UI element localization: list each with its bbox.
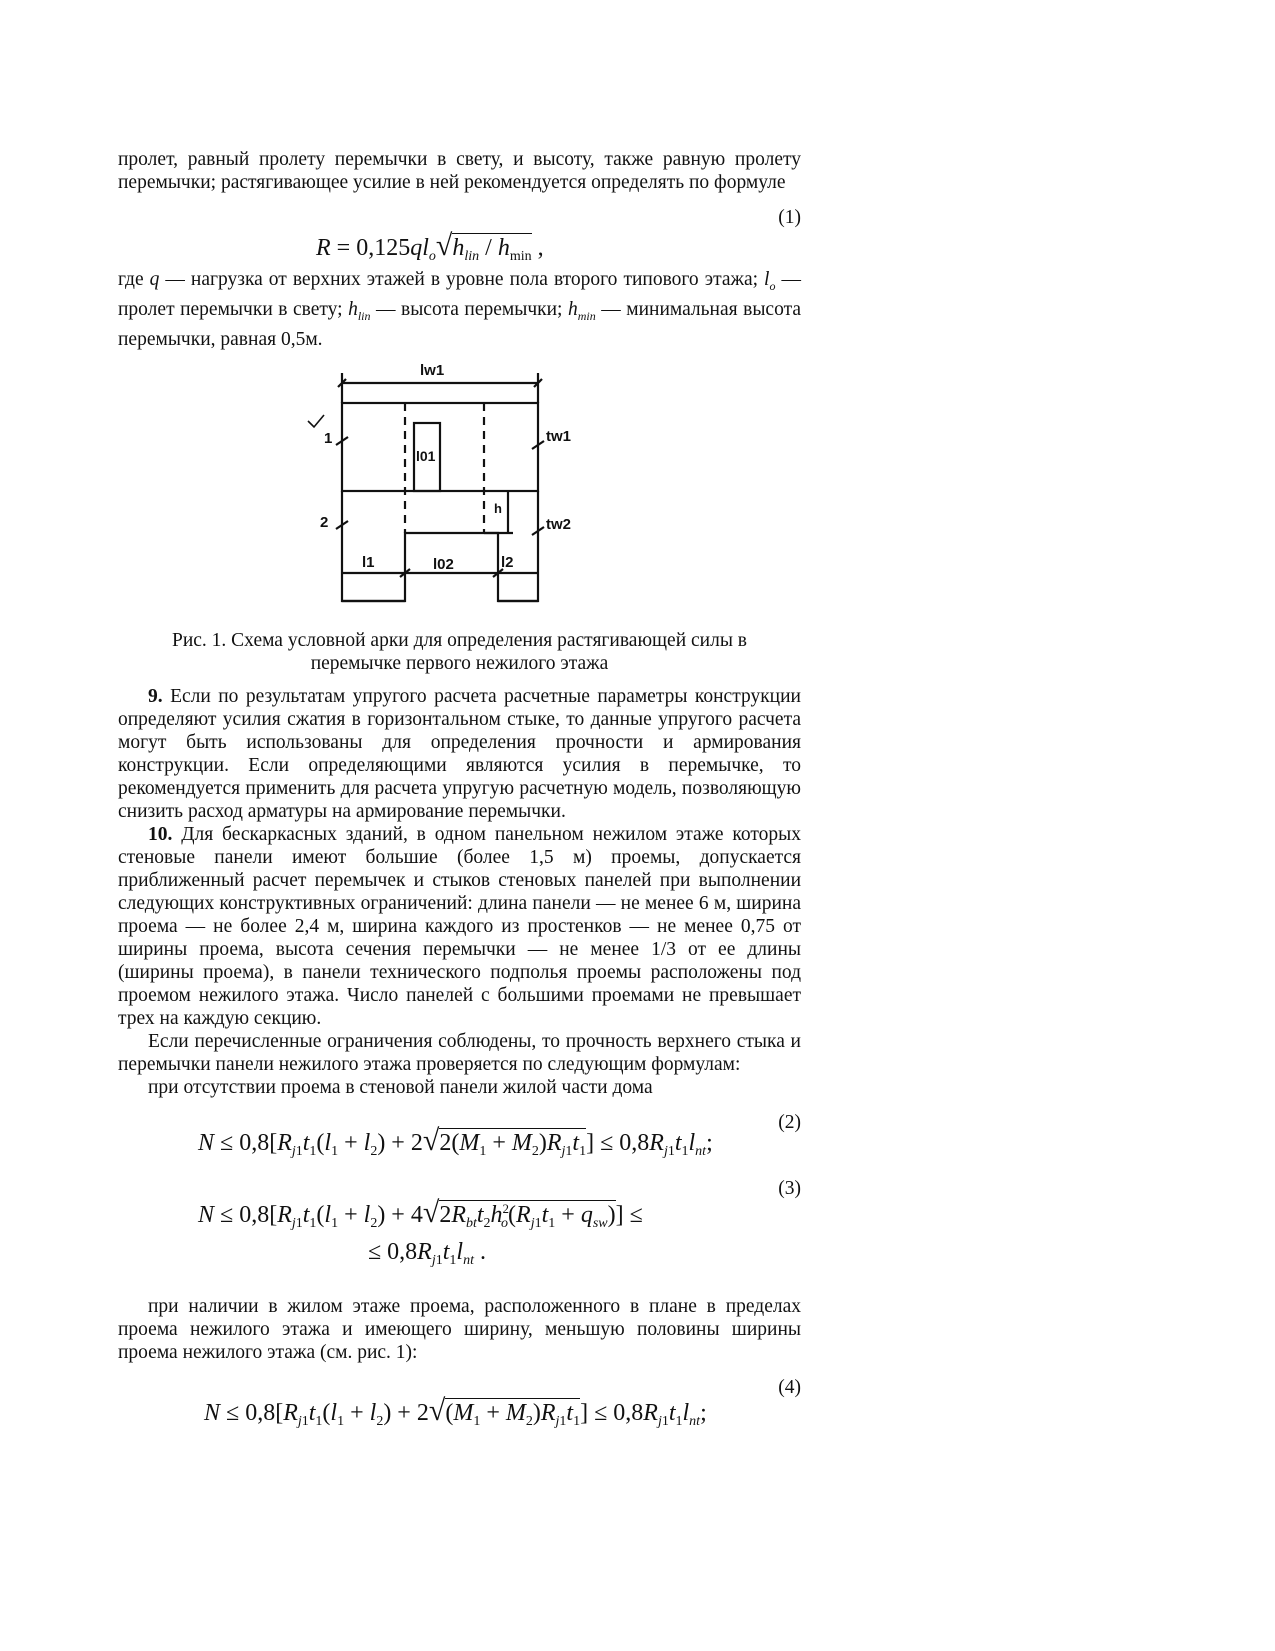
label-l1: l1 <box>362 553 375 571</box>
arch-scheme-diagram <box>118 361 801 611</box>
label-lw1: lw1 <box>420 361 445 379</box>
label-2: 2 <box>320 513 329 531</box>
label-tw2: tw2 <box>546 515 572 533</box>
equation-number: (3) <box>778 1177 801 1199</box>
paragraph-conditions: Если перечисленные ограничения соблюдены, то прочность верхнего стыка и перемычки панели нежилого этажа проверяется по следующим формулам: <box>118 1030 801 1075</box>
paragraph-intro: пролет, равный пролету перемычки в свету, и высоту, также равную пролету перемычки; растягивающее усилие в ней рекомендуется определять по формуле <box>118 149 801 193</box>
equation-2 <box>118 1099 801 1177</box>
label-h: h <box>494 500 502 516</box>
equation-3 <box>118 1177 801 1295</box>
formula-2: $N \le 0,8[R_{j1}t_1(l_1 + l_2) + 2√2(M_1 + M_2)R_{j1}t_1] \le 0,8R_{j1}t_1l_{nt}$; <box>198 1123 713 1159</box>
paragraph-9: 9. Если по результатам упругого расчета расчетные параметры конструкции определяют усилия сжатия в горизонтальном стыке, то данные упругого расчета могут быть использованы для определения прочности и армирования конструкции. Если определяющими являются усилия в перемычке, то рекомендуется применить для расчета упругую расчетную модель, позволяющую снизить расход арматуры на армирование перемычки. <box>118 685 801 822</box>
equation-number: (2) <box>778 1111 801 1133</box>
formula-3-line2: ≤ $0,8R_{j1}t_1l_{nt}$ . <box>368 1238 486 1268</box>
label-l02: l02 <box>433 555 454 573</box>
paragraph-where: где q — нагрузка от верхних этажей в уровне пола второго типового этажа; $l_o$ — пролет перемычки в свету; $h_{lin}$ — высота перемычки; $h_{min}$ — минимальная высота перемычки, равная 0,5м. <box>118 269 801 350</box>
formula-4: $N \le 0,8[R_{j1}t_1(l_1 + l_2) + 2√(M_1 + M_2)R_{j1}t_1] \le 0,8R_{j1}t_1l_{nt}$; <box>204 1393 707 1429</box>
formula-3-line1: $N \le 0,8[R_{j1}t_1(l_1 + l_2) + 4√2R_{bt}t_2h^2_o(R_{j1}t_1 + q_{sw})]$ ≤ <box>198 1195 643 1231</box>
formula-1: $R = 0,125ql_o√h_{lin} / h_{min}$ , <box>316 229 544 264</box>
equation-number: (4) <box>778 1376 801 1398</box>
label-tw1: tw1 <box>546 427 572 445</box>
paragraph-with-opening: при наличии в жилом этаже проема, расположенного в плане в пределах проема нежилого этажа и имеющего ширину, меньшую половины ширины проема нежилого этажа (см. рис. 1): <box>118 1295 801 1363</box>
page-body <box>118 148 801 1442</box>
figure-1 <box>118 361 801 611</box>
equation-1 <box>118 194 801 264</box>
equation-4 <box>118 1364 801 1442</box>
paragraph-no-opening: при отсутствии проема в стеновой панели жилой части дома <box>148 1076 653 1098</box>
figure-caption: Рис. 1. Схема условной арки для определения растягивающей силы в перемычке первого нежилого этажа <box>171 629 748 674</box>
equation-number: (1) <box>778 207 801 228</box>
label-l2: l2 <box>501 553 514 571</box>
label-1: 1 <box>324 429 333 447</box>
paragraph-10: 10. Для бескаркасных зданий, в одном панельном нежилом этаже которых стеновые панели имеют большие (более 1,5 м) проемы, допускается приближенный расчет перемычек и стыков стеновых панелей при выполнении следующих конструктивных ограничений: длина панели — не менее 6 м, ширина проема — не более 2,4 м, ширина каждого из простенков — не менее 0,75 от ширины проема, высота сечения перемычки — не менее 1/3 от ее длины (ширины проема), в панели технического подполья проемы расположены под проемом нежилого этажа. Число панелей с большими проемами не превышает трех на каждую секцию. <box>118 823 801 1029</box>
label-l01: l01 <box>416 447 436 464</box>
